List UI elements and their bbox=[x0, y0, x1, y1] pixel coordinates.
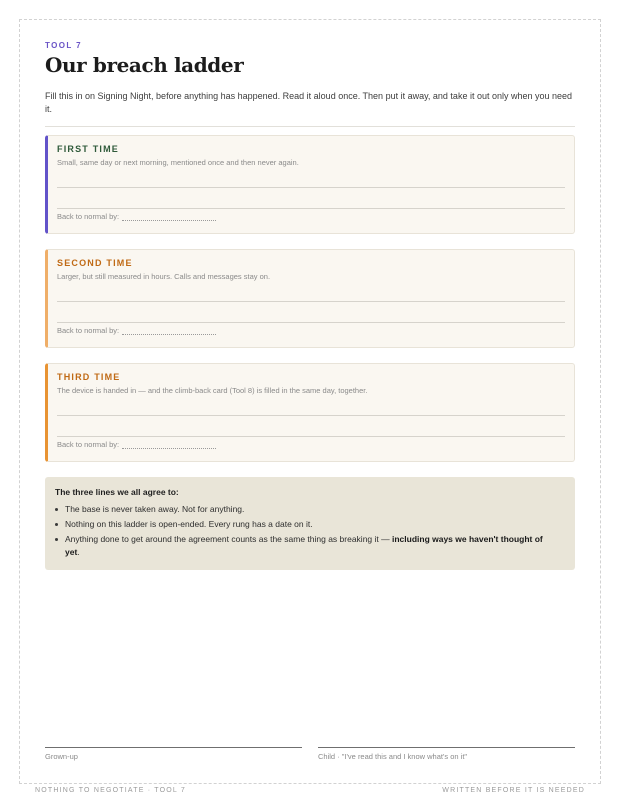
back-to-normal-blank[interactable] bbox=[122, 327, 216, 335]
write-in-line[interactable] bbox=[57, 301, 565, 302]
write-in-line[interactable] bbox=[57, 322, 565, 323]
agreement-item-text: Anything done to get around the agreement counts as the same thing as breaking it — bbox=[65, 534, 392, 544]
rung-card-third bbox=[45, 363, 575, 462]
back-to-normal-row bbox=[57, 440, 216, 449]
signature-label: Grown-up bbox=[45, 752, 78, 761]
rung-description: Larger, but still measured in hours. Calls and messages stay on. bbox=[57, 272, 271, 281]
intro-text: Fill this in on Signing Night, before anything has happened. Read it aloud once. Then put it away, and take it out only when you need it. bbox=[45, 91, 573, 114]
write-in-line[interactable] bbox=[57, 436, 565, 437]
back-to-normal-label: Back to normal by: bbox=[57, 440, 120, 449]
signature-label: Child · "I've read this and I know what's on it" bbox=[318, 752, 468, 761]
tool-eyebrow: TOOL 7 bbox=[45, 41, 83, 50]
signature-line-grown-up[interactable] bbox=[45, 747, 302, 761]
back-to-normal-blank[interactable] bbox=[122, 441, 216, 449]
signature-line-child[interactable] bbox=[318, 747, 575, 761]
rung-card-second bbox=[45, 249, 575, 348]
agreement-title: The three lines we all agree to: bbox=[55, 487, 179, 497]
agreement-box bbox=[45, 477, 575, 570]
back-to-normal-label: Back to normal by: bbox=[57, 212, 120, 221]
rung-description: The device is handed in — and the climb-back card (Tool 8) is filled in the same day, together. bbox=[57, 386, 368, 395]
rung-title: THIRD TIME bbox=[57, 372, 121, 382]
back-to-normal-label: Back to normal by: bbox=[57, 326, 120, 335]
divider bbox=[45, 126, 575, 127]
write-in-line[interactable] bbox=[57, 415, 565, 416]
agreement-item-text: The base is never taken away. Not for anything. bbox=[65, 504, 245, 514]
agreement-item bbox=[55, 503, 545, 516]
agreement-item-end: . bbox=[77, 547, 80, 557]
back-to-normal-blank[interactable] bbox=[122, 213, 216, 221]
agreement-item bbox=[55, 533, 545, 559]
back-to-normal-row bbox=[57, 212, 216, 221]
rung-card-first bbox=[45, 135, 575, 234]
rung-title: FIRST TIME bbox=[57, 144, 119, 154]
back-to-normal-row bbox=[57, 326, 216, 335]
write-in-line[interactable] bbox=[57, 187, 565, 188]
footer-left: NOTHING TO NEGOTIATE · TOOL 7 bbox=[35, 787, 186, 794]
rung-title: SECOND TIME bbox=[57, 258, 133, 268]
agreement-item-emphasis: including ways we haven't thought of yet bbox=[65, 534, 543, 557]
page-title: Our breach ladder bbox=[45, 53, 244, 77]
agreement-item-text: Nothing on this ladder is open-ended. Every rung has a date on it. bbox=[65, 519, 313, 529]
agreement-list bbox=[55, 503, 545, 561]
write-in-line[interactable] bbox=[57, 208, 565, 209]
rung-description: Small, same day or next morning, mentioned once and then never again. bbox=[57, 158, 299, 167]
agreement-item bbox=[55, 518, 545, 531]
footer-right: WRITTEN BEFORE IT IS NEEDED bbox=[442, 787, 585, 794]
